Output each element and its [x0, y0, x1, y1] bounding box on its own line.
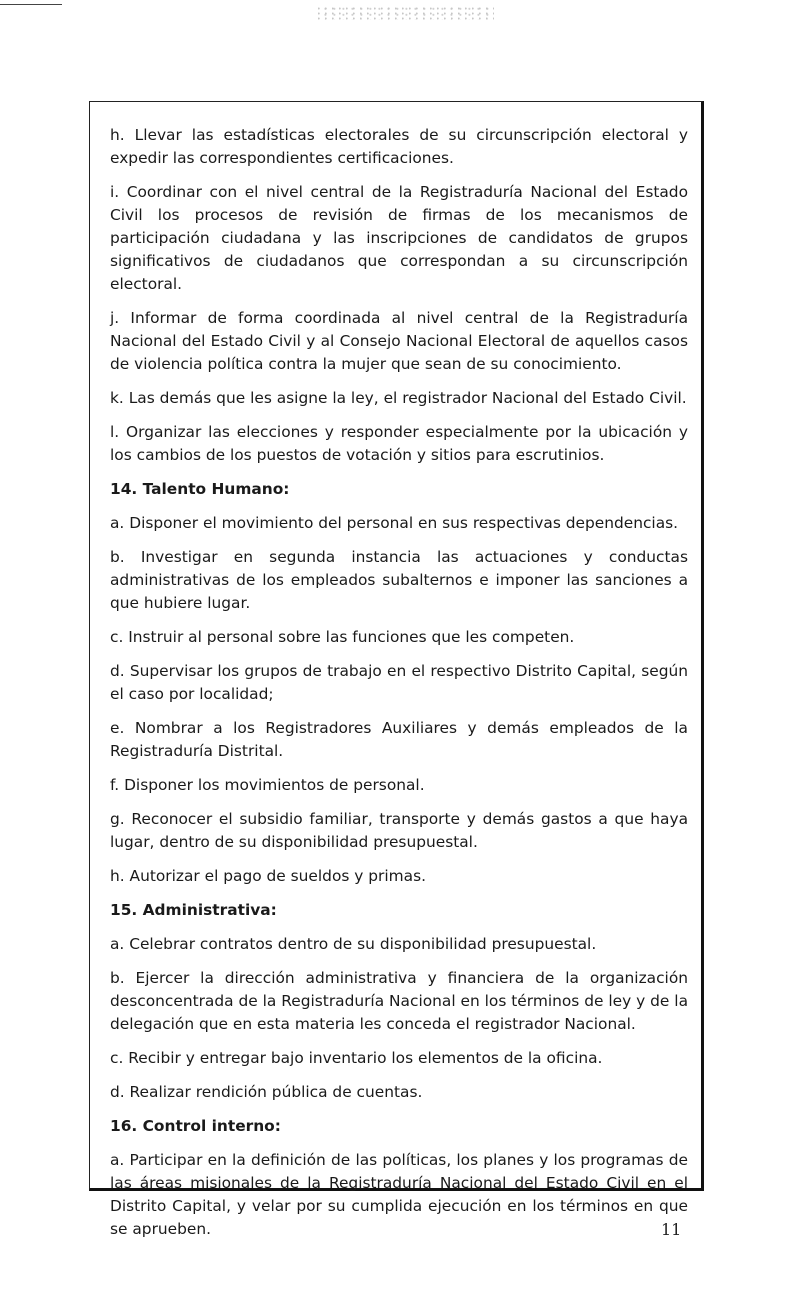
section-heading-administrativa: 15. Administrativa: [110, 901, 277, 919]
section-heading-control-interno: 16. Control interno: [110, 1117, 281, 1135]
talento-item-a: a. Disponer el movimiento del personal en sus respectivas dependencias. [110, 514, 679, 532]
talento-item-h: h. Autorizar el pago de sueldos y primas. [110, 867, 426, 885]
document-body [110, 124, 688, 1241]
control-interno-item-a: a. Participar en la definición de las políticas, los planes y los programas de las áreas misionales de la Registraduría Nacional del Estado Civil en el Distrito Capital, y velar por su cumplida ejecución en los términos en que se aprueben. [110, 1151, 688, 1238]
administrativa-item-a: a. Celebrar contratos dentro de su disponibilidad presupuestal. [110, 935, 597, 953]
talento-item-c: c. Instruir al personal sobre las funciones que les competen. [110, 628, 575, 646]
item-i-coordinar: i. Coordinar con el nivel central de la Registraduría Nacional del Estado Civil los procesos de revisión de firmas de los mecanismos de participación ciudadana y las inscripciones de candidatos de grupos significativos de ciudadanos que correspondan a su circunscripción electoral. [110, 183, 688, 293]
item-h-estadisticas: h. Llevar las estadísticas electorales de su circunscripción electoral y expedir las correspondientes certificaciones. [110, 126, 688, 167]
item-k-demas: k. Las demás que les asigne la ley, el registrador Nacional del Estado Civil. [110, 389, 687, 407]
talento-item-d: d. Supervisar los grupos de trabajo en el respectivo Distrito Capital, según el caso por localidad; [110, 662, 688, 703]
page-number: 11 [661, 1220, 682, 1239]
scan-artifact [318, 6, 494, 20]
administrativa-item-b: b. Ejercer la dirección administrativa y financiera de la organización desconcentrada de la Registraduría Nacional en los términos de ley y de la delegación que en esta materia les conceda el registrador Nacional. [110, 969, 688, 1033]
section-heading-talento-humano: 14. Talento Humano: [110, 480, 290, 498]
administrativa-item-d: d. Realizar rendición pública de cuentas. [110, 1083, 423, 1101]
talento-item-g: g. Reconocer el subsidio familiar, transporte y demás gastos a que haya lugar, dentro de su disponibilidad presupuestal. [110, 810, 688, 851]
item-j-informar: j. Informar de forma coordinada al nivel central de la Registraduría Nacional del Estado Civil y al Consejo Nacional Electoral de aquellos casos de violencia política contra la mujer que sean de su conocimiento. [110, 309, 688, 373]
talento-item-b: b. Investigar en segunda instancia las actuaciones y conductas administrativas de los empleados subalternos e imponer las sanciones a que hubiere lugar. [110, 548, 688, 612]
talento-item-e: e. Nombrar a los Registradores Auxiliares y demás empleados de la Registraduría Distrital. [110, 719, 688, 760]
administrativa-item-c: c. Recibir y entregar bajo inventario los elementos de la oficina. [110, 1049, 603, 1067]
item-l-organizar: l. Organizar las elecciones y responder especialmente por la ubicación y los cambios de los puestos de votación y sitios para escrutinios. [110, 423, 688, 464]
talento-item-f: f. Disponer los movimientos de personal. [110, 776, 425, 794]
scan-edge-line [0, 4, 62, 5]
